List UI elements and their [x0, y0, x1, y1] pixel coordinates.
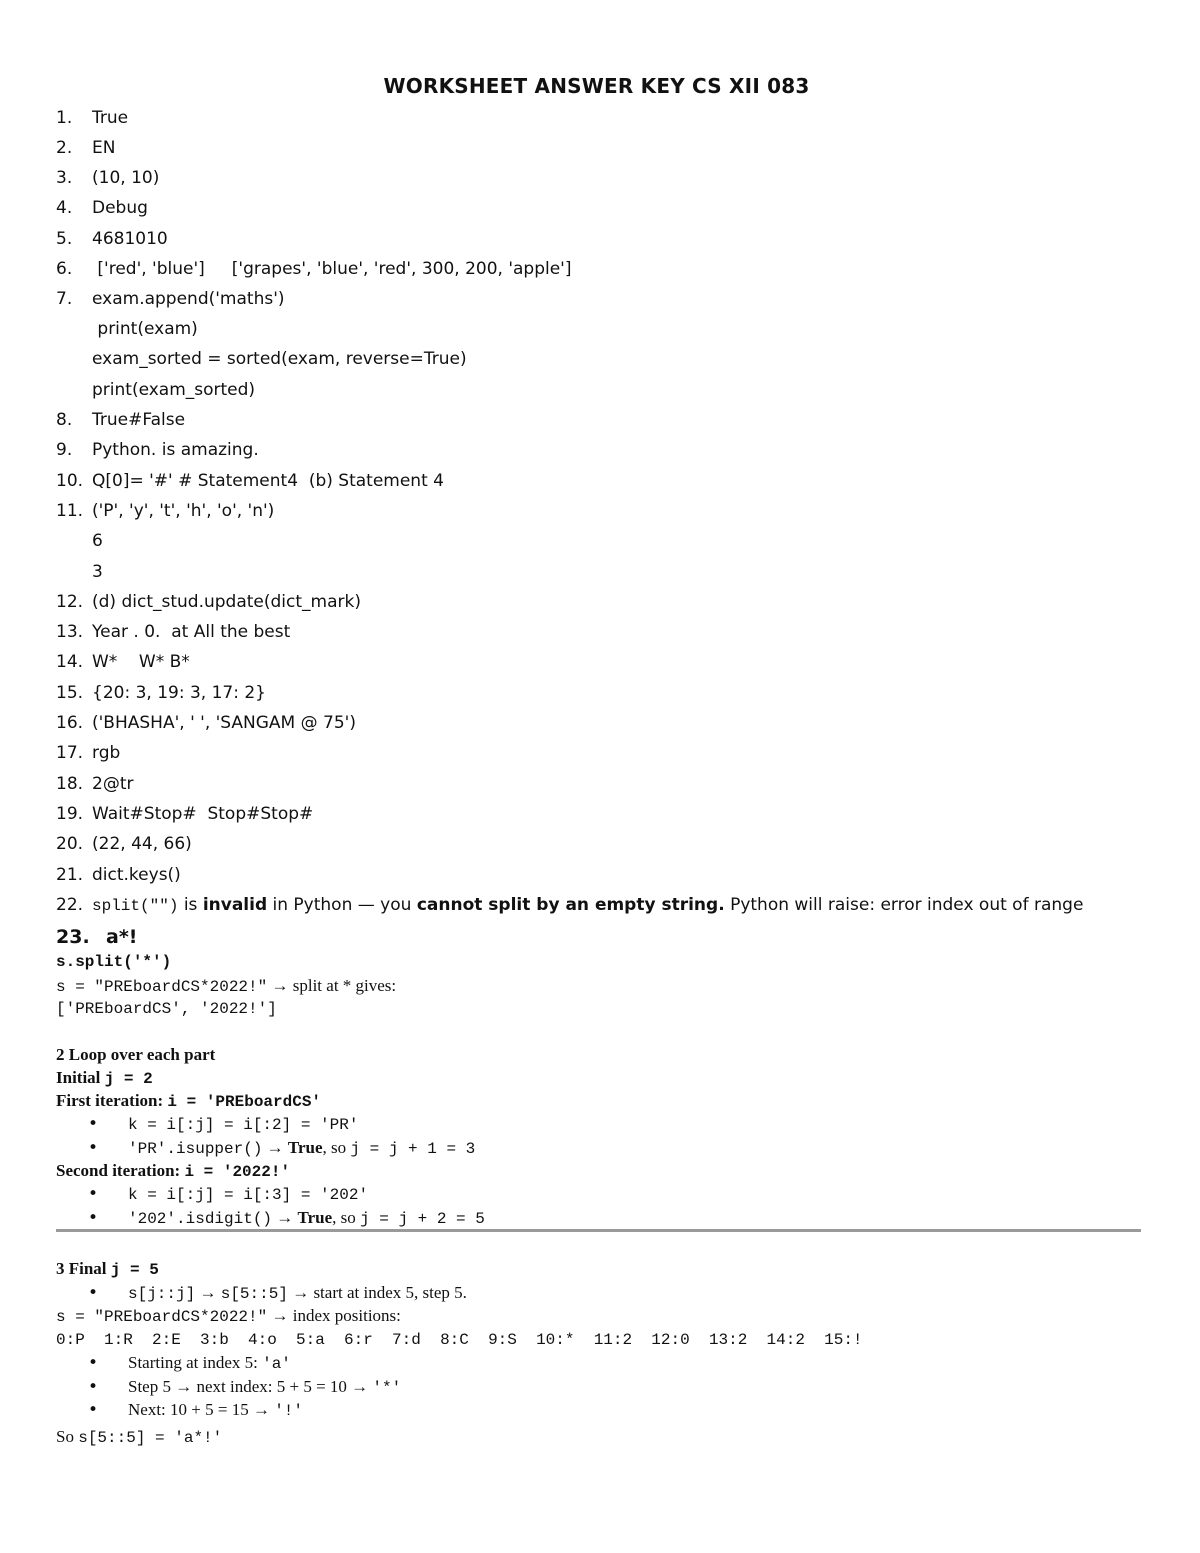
answer-continuation: exam_sorted = sorted(exam, reverse=True) [92, 349, 467, 369]
answer-item: 19. Wait#Stop# Stop#Stop# [56, 804, 314, 824]
first-iteration: First iteration: i = 'PREboardCS' [56, 1091, 322, 1111]
index-positions: 0:P 1:R 2:E 3:b 4:o 5:a 6:r 7:d 8:C 9:S 10:* 11:2 12:0 13:2 14:2 15:! [56, 1331, 863, 1349]
answer-item: 10. Q[0]= '#' # Statement4 (b) Statement 4 [56, 471, 444, 491]
step-2-heading: 2 Loop over each part [56, 1045, 216, 1064]
answer-item: 14. W* W* B* [56, 652, 190, 672]
answer-item: 20. (22, 44, 66) [56, 834, 192, 854]
answer-item: 9. Python. is amazing. [56, 440, 259, 460]
list-item: • Step 5 → next index: 5 + 5 = 10 → '*' [90, 1377, 401, 1398]
answer-item: 7. exam.append('maths') [56, 289, 285, 309]
list-item: • Next: 10 + 5 = 15 → '!' [90, 1400, 303, 1421]
conclusion: So s[5::5] = 'a*!' [56, 1427, 223, 1447]
answer-item: 22. split("") is invalid in Python — you cannot split by an empty string. Python will raise: error index out of range [56, 895, 1084, 915]
index-explanation: s = "PREboardCS*2022!" → index positions: [56, 1306, 401, 1326]
initial-j: Initial j = 2 [56, 1068, 153, 1088]
answer-item: 18. 2@tr [56, 774, 134, 794]
answer-item: 16. ('BHASHA', ' ', 'SANGAM @ 75') [56, 713, 356, 733]
answer-item: 13. Year . 0. at All the best [56, 622, 291, 642]
answer-item: 21. dict.keys() [56, 865, 181, 885]
answer-continuation: 6 [92, 531, 103, 551]
answer-item: 5. 4681010 [56, 229, 168, 249]
answer-item: 11. ('P', 'y', 't', 'h', 'o', 'n') [56, 501, 275, 521]
answer-item: 6. ['red', 'blue'] ['grapes', 'blue', 'red', 300, 200, 'apple'] [56, 259, 572, 279]
split-explanation: s = "PREboardCS*2022!" → split at * gives: [56, 976, 397, 996]
answer-continuation: print(exam) [92, 319, 198, 339]
horizontal-divider [56, 1229, 1141, 1232]
answer-item: 12. (d) dict_stud.update(dict_mark) [56, 592, 361, 612]
page-title: WORKSHEET ANSWER KEY CS XII 083 [383, 74, 810, 98]
answer-item: 8. True#False [56, 410, 186, 430]
list-item: • Starting at index 5: 'a' [90, 1353, 291, 1374]
list-item: • '202'.isdigit() → True, so j = j + 2 = 5 [90, 1208, 485, 1229]
answer-continuation: 3 [92, 562, 103, 582]
answer-continuation: print(exam_sorted) [92, 380, 256, 400]
answer-item: 3. (10, 10) [56, 168, 160, 188]
answer-item: 17. rgb [56, 743, 121, 763]
list-item: • k = i[:j] = i[:3] = '202' [90, 1184, 368, 1205]
second-iteration: Second iteration: i = '2022!' [56, 1161, 291, 1181]
list-item: • k = i[:j] = i[:2] = 'PR' [90, 1114, 358, 1135]
answer-item: 1. True [56, 108, 129, 128]
answer-item: 4. Debug [56, 198, 148, 218]
step-3-heading: 3 Final j = 5 [56, 1259, 159, 1279]
list-item: • s[j::j] → s[5::5] → start at index 5, step 5. [90, 1283, 467, 1304]
split-code: s.split('*') [56, 953, 172, 971]
list-item: • 'PR'.isupper() → True, so j = j + 1 = 3 [90, 1138, 475, 1159]
answer-item: 15. {20: 3, 19: 3, 17: 2} [56, 683, 266, 703]
answer-23-heading: 23. a*! [56, 926, 138, 948]
split-result: ['PREboardCS', '2022!'] [56, 1000, 277, 1018]
answer-item: 2. EN [56, 138, 116, 158]
